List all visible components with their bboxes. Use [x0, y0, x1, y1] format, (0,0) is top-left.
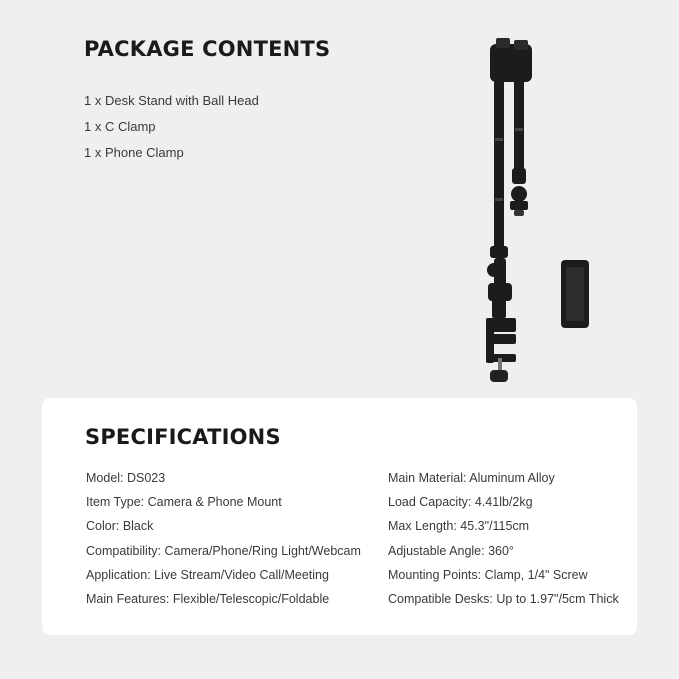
specifications-card — [42, 398, 637, 635]
package-contents-title: PACKAGE CONTENTS — [84, 37, 331, 61]
spec-item: Adjustable Angle: 360° — [388, 543, 514, 558]
specifications-title: SPECIFICATIONS — [85, 425, 281, 449]
spec-item: Compatible Desks: Up to 1.97"/5cm Thick — [388, 591, 619, 606]
specifications-left-column — [86, 470, 361, 615]
package-item: 1 x C Clamp — [84, 119, 156, 134]
package-item: 1 x Phone Clamp — [84, 145, 184, 160]
desk-stand-product-image — [470, 38, 600, 388]
stand-arm-left — [494, 80, 504, 252]
spec-item: Main Material: Aluminum Alloy — [388, 471, 555, 485]
package-item: 1 x Desk Stand with Ball Head — [84, 93, 259, 108]
spec-item: Compatibility: Camera/Phone/Ring Light/Webcam — [86, 543, 361, 558]
spec-item: Main Features: Flexible/Telescopic/Foldable — [86, 591, 330, 606]
spec-item: Mounting Points: Clamp, 1/4" Screw — [388, 567, 588, 582]
package-contents-list — [84, 92, 259, 170]
spec-item: Application: Live Stream/Video Call/Meeting — [86, 567, 329, 582]
specifications-right-column — [388, 470, 619, 615]
spec-item: Load Capacity: 4.41lb/2kg — [388, 495, 533, 510]
spec-item: Item Type: Camera & Phone Mount — [86, 495, 282, 510]
spec-item: Model: DS023 — [86, 471, 166, 485]
ball-head — [511, 186, 527, 202]
spec-item: Max Length: 45.3"/115cm — [388, 519, 530, 534]
spec-item: Color: Black — [86, 519, 154, 534]
